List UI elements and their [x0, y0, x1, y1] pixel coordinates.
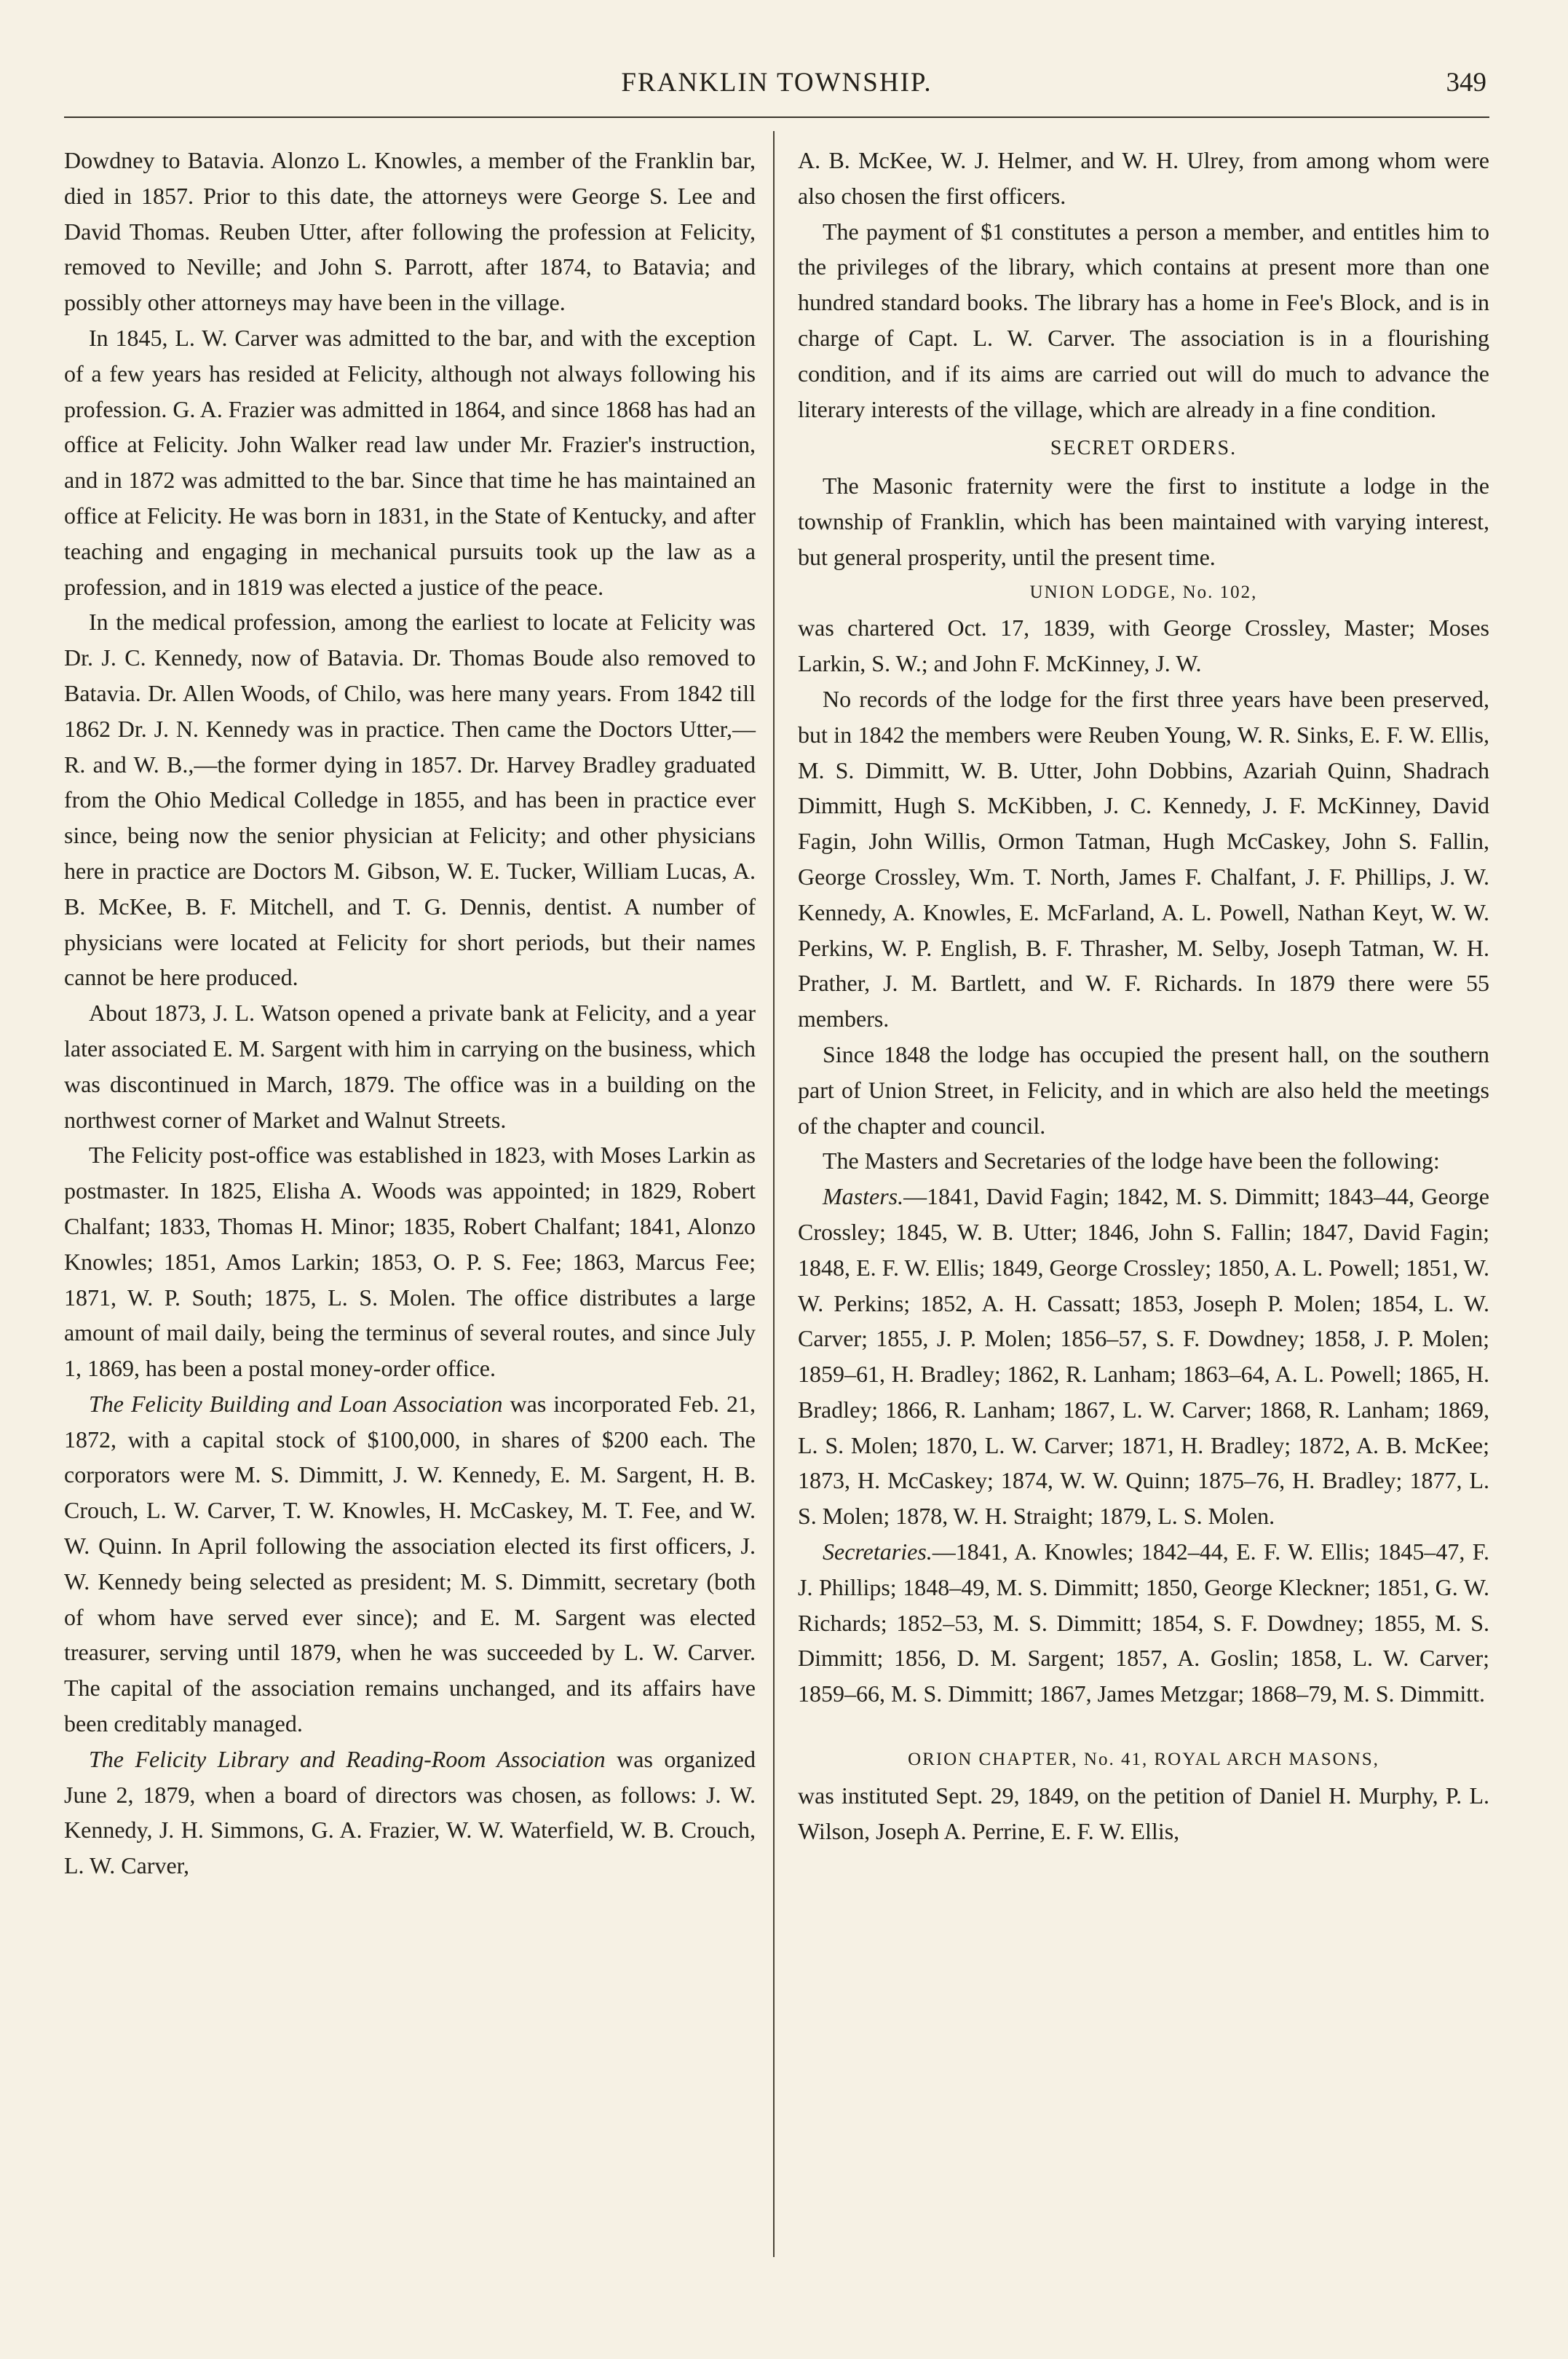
paragraph-carver: In 1845, L. W. Carver was admitted to the bar, and with the exception of a few years has resided at Felicity, although not always following his profession. G. A. Frazier was admitted in 1864, and since 1868 has had an office at Felicity. John Walker read law under Mr. Frazier's instruction, and in 1872 was admitted to the bar. Since that time he has maintained an office at Felicity. He was born in 1831, in the State of Kentucky, and after teaching and engaging in mechanical pursuits took up the law as a profession, and in 1819 was elected a justice of the peace.	[64, 324, 756, 600]
page-header	[64, 67, 1489, 111]
column-divider	[773, 131, 775, 2257]
secretaries-label: Secretaries.	[823, 1538, 933, 1565]
paragraph-post-office: The Felicity post-office was established in 1823, with Moses Larkin as postmaster. In 1825, Elisha A. Woods was appointed; in 1829, Robert Chalfant; 1833, Thomas H. Minor; 1835, Robert Chalfant; 1841, Alonzo Knowles; 1851, Amos Larkin; 1853, O. P. S. Fee; 1863, Marcus Fee; 1871, W. P. South; 1875, L. S. Molen. The office distributes a large amount of mail daily, being the terminus of several routes, and since July 1, 1869, has been a postal money-order office.	[64, 1142, 756, 1382]
paragraph-masters-list	[798, 1179, 1489, 1534]
header-rule	[64, 116, 1489, 118]
heading-union-lodge: UNION LODGE, No. 102,	[1029, 582, 1258, 602]
paragraph-charter: was chartered Oct. 17, 1839, with George Crossley, Master; Moses Larkin, S. W.; and John F. McKinney, J. W.	[798, 615, 1489, 677]
left-column	[64, 143, 756, 1884]
paragraph-masters-intro: The Masters and Secretaries of the lodge have been the following:	[823, 1147, 1440, 1174]
paragraph-library-association	[64, 1742, 756, 1884]
masters-label: Masters.	[823, 1183, 904, 1210]
paragraph-medical: In the medical profession, among the earliest to locate at Felicity was Dr. J. C. Kennedy, now of Batavia. Dr. Thomas Boude also removed to Batavia. Dr. Allen Woods, of Chilo, was here many years. From 1842 till 1862 Dr. J. N. Kennedy was in practice. Then came the Doctors Utter,—R. and W. B.,—the former dying in 1857. Dr. Harvey Bradley graduated from the Ohio Medical Colledge in 1855, and has been in practice ever since, being now the senior physician at Felicity; and other physicians here in practice are Doctors M. Gibson, W. E. Tucker, William Lucas, A. B. McKee, B. F. Mitchell, and T. G. Dennis, dentist. A number of physicians were located at Felicity for short periods, but their names cannot be here produced.	[64, 609, 756, 991]
page-number: 349	[1446, 68, 1486, 98]
library-association-title: The Felicity Library and Reading-Room Association	[89, 1745, 606, 1772]
paragraph-loan-association	[64, 1386, 756, 1742]
paragraph-orion: was instituted Sept. 29, 1849, on the petition of Daniel H. Murphy, P. L. Wilson, Joseph A. Perrine, E. F. W. Ellis,	[798, 1782, 1489, 1844]
paragraph-attorneys: Dowdney to Batavia. Alonzo L. Knowles, a member of the Franklin bar, died in 1857. Prior to this date, the attorneys were George S. Lee and David Thomas. Reuben Utter, after following the profession at Felicity, removed to Neville; and John S. Parrott, after 1874, to Batavia; and possibly other attorneys may have been in the village.	[64, 147, 756, 316]
paragraph-hall: Since 1848 the lodge has occupied the present hall, on the southern part of Union Street, in Felicity, and in which are also held the meetings of the chapter and council.	[798, 1040, 1489, 1139]
right-column	[798, 143, 1489, 1849]
heading-orion-chapter: ORION CHAPTER, No. 41, ROYAL ARCH MASONS,	[908, 1750, 1379, 1770]
paragraph-members: No records of the lodge for the first three years have been preserved, but in 1842 the members were Reuben Young, W. R. Sinks, E. F. W. Ellis, M. S. Dimmitt, W. B. Utter, John Dobbins, Azariah Quinn, Shadrach Dimmitt, Hugh S. McKibben, J. C. Kennedy, J. F. McKinney, David Fagin, John Willis, Ormon Tatman, Hugh McCaskey, John S. Fallin, George Crossley, Wm. T. North, James F. Chalfant, J. F. Phillips, J. W. Kennedy, A. Knowles, E. McFarland, A. L. Powell, Nathan Keyt, W. W. Perkins, W. P. English, B. F. Thrasher, M. Selby, Joseph Tatman, W. H. Prather, J. M. Bartlett, and W. F. Richards. In 1879 there were 55 members.	[798, 685, 1489, 1032]
secretaries-text: —1841, A. Knowles; 1842–44, E. F. W. Ellis; 1845–47, F. J. Phillips; 1848–49, M. S. Dimmitt; 1850, George Kleckner; 1851, G. W. Richards; 1852–53, M. S. Dimmitt; 1854, S. F. Dowdney; 1855, M. S. Dimmitt; 1856, D. M. Sargent; 1857, A. Goslin; 1858, L. W. Carver; 1859–66, M. S. Dimmitt; 1867, James Metzgar; 1868–79, M. S. Dimmitt.	[798, 1538, 1489, 1707]
loan-association-title: The Felicity Building and Loan Association	[89, 1390, 503, 1417]
masters-text: —1841, David Fagin; 1842, M. S. Dimmitt; 1843–44, George Crossley; 1845, W. B. Utter; 1846, John S. Fallin; 1847, David Fagin; 1848, E. F. W. Ellis; 1849, George Crossley; 1850, A. L. Powell; 1851, W. W. Perkins; 1852, A. H. Cassatt; 1853, Joseph P. Molen; 1854, L. W. Carver; 1855, J. P. Molen; 1856–57, S. F. Dowdney; 1858, J. P. Molen; 1859–61, H. Bradley; 1862, R. Lanham; 1863–64, A. L. Powell; 1865, H. Bradley; 1866, R. Lanham; 1867, L. W. Carver; 1868, R. Lanham; 1869, L. S. Molen; 1870, L. W. Carver; 1871, H. Bradley; 1872, A. B. McKee; 1873, H. McCaskey; 1874, W. W. Quinn; 1875–76, H. Bradley; 1877, L. S. Molen; 1878, W. H. Straight; 1879, L. S. Molen.	[798, 1183, 1489, 1530]
running-title: FRANKLIN TOWNSHIP.	[621, 68, 933, 98]
paragraph-library-officers: A. B. McKee, W. J. Helmer, and W. H. Ulrey, from among whom were also chosen the first officers.	[798, 147, 1489, 209]
heading-secret-orders: SECRET ORDERS.	[1050, 437, 1238, 460]
paragraph-bank: About 1873, J. L. Watson opened a private bank at Felicity, and a year later associated E. M. Sargent with him in carrying on the business, which was discontinued in March, 1879. The office was in a building on the northwest corner of Market and Walnut Streets.	[64, 1000, 756, 1133]
paragraph-masonic: The Masonic fraternity were the first to institute a lodge in the township of Franklin, which has been maintained with varying interest, but general prosperity, until the present time.	[798, 473, 1489, 570]
loan-association-text: was incorporated Feb. 21, 1872, with a capital stock of $100,000, in shares of $200 each. The corporators were M. S. Dimmitt, J. W. Kennedy, E. M. Sargent, H. B. Crouch, L. W. Carver, T. W. Knowles, H. McCaskey, M. T. Fee, and W. W. Quinn. In April following the association elected its first officers, J. W. Kennedy being selected as president; M. S. Dimmitt, secretary (both of whom have served ever since); and E. M. Sargent was elected treasurer, serving until 1879, when he was succeeded by L. W. Carver. The capital of the association remains unchanged, and its affairs have been creditably managed.	[64, 1390, 756, 1737]
paragraph-library-membership: The payment of $1 constitutes a person a member, and entitles him to the privileges of the library, which contains at present more than one hundred standard books. The library has a home in Fee's Block, and is in charge of Capt. L. W. Carver. The association is in a flourishing condition, and if its aims are carried out will do much to advance the literary interests of the village, which are already in a fine condition.	[798, 218, 1489, 422]
paragraph-secretaries-list	[798, 1534, 1489, 1712]
library-association-text: was organized June 2, 1879, when a board of directors was chosen, as follows: J. W. Kennedy, J. H. Simmons, G. A. Frazier, W. W. Waterfield, W. B. Crouch, L. W. Carver,	[64, 1745, 756, 1879]
